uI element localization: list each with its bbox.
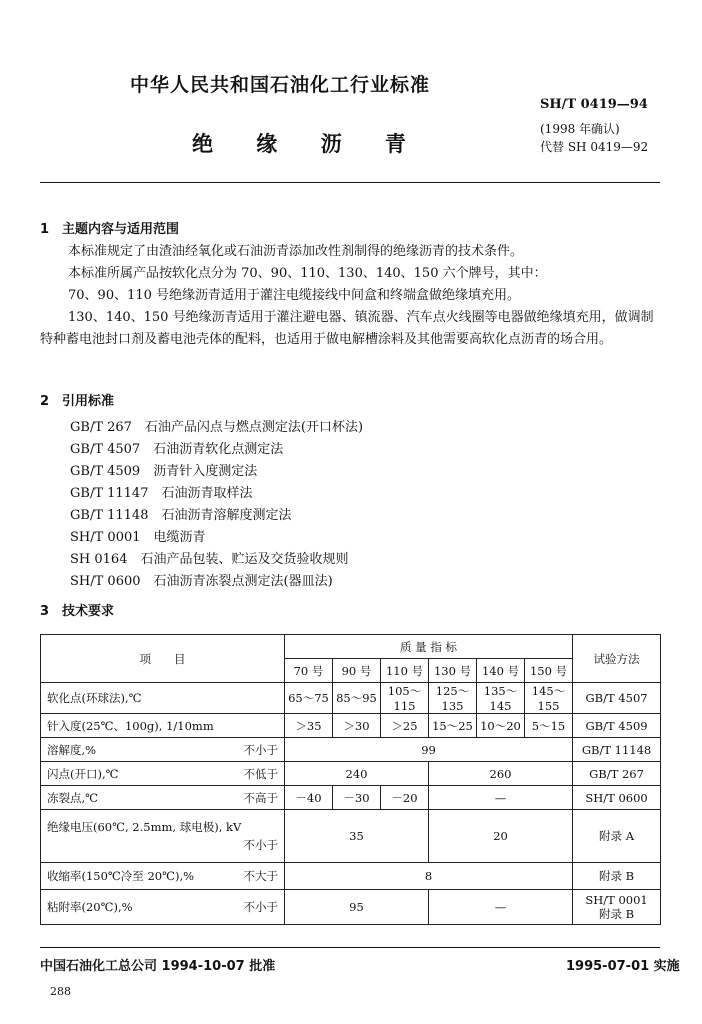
table-cell: －40 <box>285 786 333 810</box>
row-label <box>41 738 285 762</box>
reference-item: GB/T 4507 石油沥青软化点测定法 <box>70 442 284 457</box>
reference-item: GB/T 4509 沥青针入度测定法 <box>70 464 258 479</box>
table-cell: 5～15 <box>525 714 573 738</box>
method-cell: GB/T 267 <box>573 762 661 786</box>
section-1-heading: 1 主题内容与适用范围 <box>40 222 180 237</box>
row-label-text: 冻裂点,℃ <box>47 790 99 805</box>
row-label-text: 收缩率(150℃冷至 20℃),% <box>47 869 195 883</box>
table-cell: 125～135 <box>429 683 477 714</box>
table-cell: －20 <box>381 786 429 810</box>
standard-organization: 中华人民共和国石油化工行业标准 <box>130 74 431 96</box>
section-1-body <box>40 241 660 351</box>
standard-number: SH/T 0419—94 <box>540 97 648 112</box>
row-label <box>41 810 285 863</box>
method-cell <box>573 890 661 925</box>
header-item: 项 目 <box>41 635 285 683</box>
table-cell: 15～25 <box>429 714 477 738</box>
table-cell: 35 <box>285 810 429 863</box>
table-cell: 65～75 <box>285 683 333 714</box>
table-cell: 8 <box>285 863 573 890</box>
row-label-text: 闪点(开口),℃ <box>47 766 119 781</box>
method-cell: GB/T 11148 <box>573 738 661 762</box>
issuer-approval: 中国石油化工总公司 1994-10-07 批准 <box>40 959 276 974</box>
table-cell: 240 <box>285 762 429 786</box>
table-cell: 10～20 <box>477 714 525 738</box>
row-label <box>41 762 285 786</box>
page-number: 288 <box>50 985 71 998</box>
reference-item: GB/T 11148 石油沥青溶解度测定法 <box>70 508 292 523</box>
table-cell: 85～95 <box>333 683 381 714</box>
table-cell: — <box>429 786 573 810</box>
reference-item: GB/T 267 石油产品闪点与燃点测定法(开口杯法) <box>70 420 364 435</box>
header-quality: 质 量 指 标 <box>285 635 573 659</box>
method-cell: SH/T 0600 <box>573 786 661 810</box>
grade-header: 130 号 <box>429 659 477 683</box>
row-label <box>41 863 285 890</box>
table-cell: 99 <box>285 738 573 762</box>
row-label-text: 粘附率(20℃),% <box>47 900 133 914</box>
table-row <box>41 810 661 863</box>
table-cell: 260 <box>429 762 573 786</box>
method-cell: GB/T 4507 <box>573 683 661 714</box>
table-cell: 105～115 <box>381 683 429 714</box>
method-cell: 附录 A <box>573 810 661 863</box>
limit-text: 不高于 <box>243 790 278 805</box>
grade-header: 70 号 <box>285 659 333 683</box>
reference-item: SH/T 0001 电缆沥青 <box>70 530 206 545</box>
limit-text: 不小于 <box>243 900 278 914</box>
table-row <box>41 738 661 762</box>
table-cell: ＞30 <box>333 714 381 738</box>
grade-header: 140 号 <box>477 659 525 683</box>
table-cell: 145～155 <box>525 683 573 714</box>
section-2-heading: 2 引用标准 <box>40 394 115 409</box>
implementation-date: 1995-07-01 实施 <box>566 959 680 974</box>
paragraph: 本标准所属产品按软化点分为 70、90、110、130、140、150 六个牌号，其中： <box>68 266 547 281</box>
header-method: 试验方法 <box>573 635 661 683</box>
method-cell: 附录 B <box>573 863 661 890</box>
limit-text: 不大于 <box>243 869 278 883</box>
footer-rule <box>40 947 660 948</box>
header-rule <box>40 182 660 183</box>
table-row <box>41 683 661 714</box>
grade-header: 110 号 <box>381 659 429 683</box>
reference-item: SH/T 0600 石油沥青冻裂点测定法(器皿法) <box>70 574 333 589</box>
table-cell: ＞25 <box>381 714 429 738</box>
table-cell: 95 <box>285 890 429 925</box>
grade-header: 150 号 <box>525 659 573 683</box>
table-row <box>41 786 661 810</box>
grade-header: 90 号 <box>333 659 381 683</box>
section-3-heading: 3 技术要求 <box>40 604 115 619</box>
table-cell: — <box>429 890 573 925</box>
row-label: 软化点(环球法),℃ <box>41 683 285 714</box>
row-label: 针入度(25℃、100g), 1/10mm <box>41 714 285 738</box>
replace-note: 代替 SH 0419—92 <box>540 140 649 154</box>
limit-text: 不小于 <box>243 838 278 852</box>
limit-text: 不小于 <box>243 742 278 757</box>
table-cell: －30 <box>333 786 381 810</box>
paragraph: 70、90、110 号绝缘沥青适用于灌注电缆接线中间盒和终端盒做绝缘填充用。 <box>68 288 521 303</box>
reference-item: GB/T 11147 石油沥青取样法 <box>70 486 253 501</box>
row-label-text: 绝缘电压(60℃, 2.5mm, 球电极), kV <box>47 820 242 834</box>
paragraph: 130、140、150 号绝缘沥青适用于灌注避电器、镇流器、汽车点火线圈等电器做绝缘填充用，做调制特种蓄电池封口剂及蓄电池壳体的配料，也适用于做电解槽涂料及其他需要高软化点沥青的场合用。 <box>40 310 654 347</box>
table-cell: 20 <box>429 810 573 863</box>
document-title: 绝 缘 沥 青 <box>192 132 424 156</box>
table-row <box>41 762 661 786</box>
table-row <box>41 714 661 738</box>
method-line: 附录 B <box>598 907 635 921</box>
method-cell: GB/T 4509 <box>573 714 661 738</box>
confirm-note: (1998 年确认) <box>540 122 620 136</box>
table-cell: ＞35 <box>285 714 333 738</box>
row-label-text: 溶解度,% <box>47 742 97 757</box>
technical-requirements-table <box>40 634 661 925</box>
table-row <box>41 890 661 925</box>
paragraph: 本标准规定了由渣油经氧化或石油沥青添加改性剂制得的绝缘沥青的技术条件。 <box>68 244 524 259</box>
table-row <box>41 863 661 890</box>
row-label <box>41 890 285 925</box>
limit-text: 不低于 <box>243 766 278 781</box>
method-line: SH/T 0001 <box>585 893 648 907</box>
row-label <box>41 786 285 810</box>
reference-item: SH 0164 石油产品包装、贮运及交货验收规则 <box>70 552 349 567</box>
table-cell: 135～145 <box>477 683 525 714</box>
